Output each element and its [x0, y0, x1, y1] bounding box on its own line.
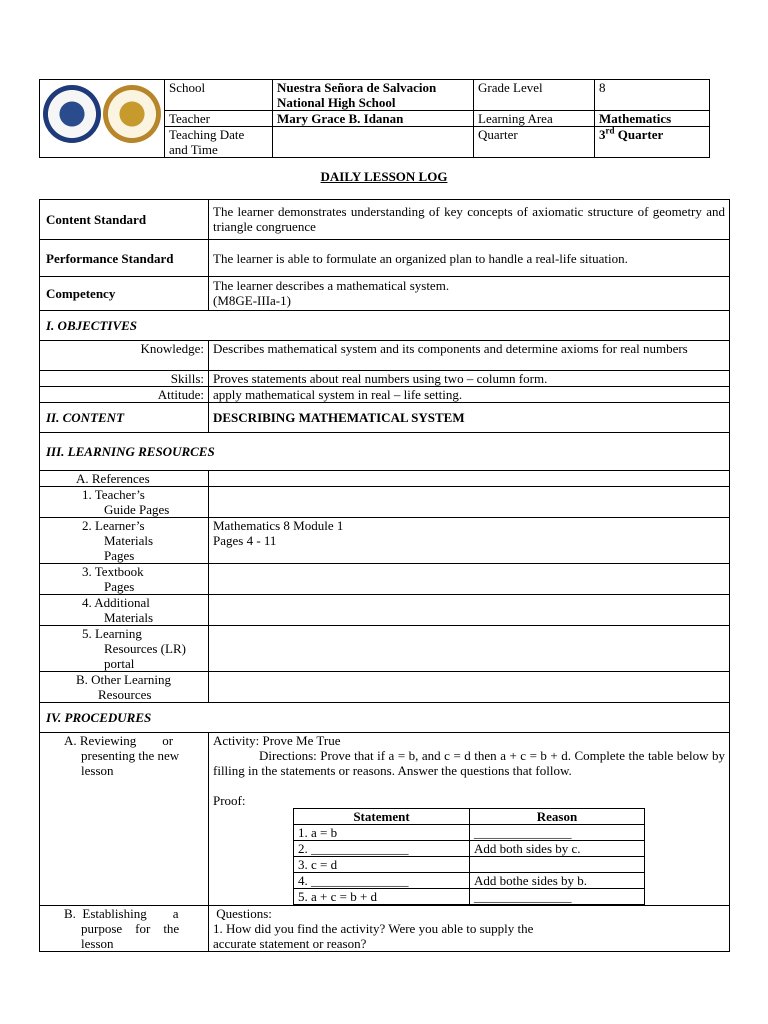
other-resources-label: B. Other Learning Resources [40, 672, 209, 703]
grade-label: Grade Level [474, 80, 595, 111]
proof-reason: Add bothe sides by b. [470, 873, 645, 889]
teacher-label: Teacher [165, 111, 273, 127]
lr-portal-label: 5. Learning Resources (LR) portal [40, 626, 209, 672]
header-table [39, 79, 710, 158]
content-heading: II. CONTENT [40, 403, 209, 433]
proof-statement: 2. _______________ [294, 841, 470, 857]
date-value [273, 127, 474, 158]
performance-standard-label: Performance Standard [40, 240, 209, 277]
date-label: Teaching Date and Time [165, 127, 273, 158]
grade-value: 8 [595, 80, 710, 111]
learners-materials-label: 2. Learner’s Materials Pages [40, 518, 209, 564]
teachers-guide-value [209, 487, 730, 518]
deped-seal-icon [43, 85, 101, 143]
proof-header-reason: Reason [470, 809, 645, 825]
lesson-log-table [39, 199, 730, 952]
school-label: School [165, 80, 273, 111]
learners-materials-value: Mathematics 8 Module 1 Pages 4 - 11 [209, 518, 730, 564]
proof-statement: 4. _______________ [294, 873, 470, 889]
content-standard-value: The learner demonstrates understanding of key concepts of axiomatic structure of geometry and triangle congruence [209, 200, 730, 240]
additional-materials-value [209, 595, 730, 626]
table-row [294, 857, 645, 873]
attitude-label: Attitude: [40, 387, 209, 403]
competency-value: The learner describes a mathematical system. (M8GE-IIIa-1) [209, 277, 730, 311]
references-value [209, 471, 730, 487]
teachers-guide-label: 1. Teacher’s Guide Pages [40, 487, 209, 518]
proof-reason: Add both sides by c. [470, 841, 645, 857]
knowledge-label: Knowledge: [40, 341, 209, 371]
resources-heading: III. LEARNING RESOURCES [40, 433, 730, 471]
reviewing-value: Activity: Prove Me True Directions: Prove that if a = b, and c = d then a + c = b + d. Complete the table below by filling in the statements or reasons. Answer the questions that follow. Proof: Statement Reason 1. a = b _______________ 2. _______________ Add both sides by c. 3. c = d 4. _______________ Add bothe sides by b. 5. a + c = b + d _______________ [209, 733, 730, 906]
content-value: DESCRIBING MATHEMATICAL SYSTEM [209, 403, 730, 433]
additional-materials-label: 4. Additional Materials [40, 595, 209, 626]
logos-cell [40, 80, 165, 158]
area-label: Learning Area [474, 111, 595, 127]
proof-reason [470, 857, 645, 873]
performance-standard-value: The learner is able to formulate an organized plan to handle a real-life situation. [209, 240, 730, 277]
proof-statement: 3. c = d [294, 857, 470, 873]
other-resources-value [209, 672, 730, 703]
reviewing-label: A. Reviewing or presenting the new lesson [40, 733, 209, 906]
establishing-purpose-label: B. Establishing a purpose for the lesson [40, 906, 209, 952]
knowledge-value: Describes mathematical system and its components and determine axioms for real numbers [209, 341, 730, 371]
proof-statement: 5. a + c = b + d [294, 889, 470, 905]
proof-reason: _______________ [470, 889, 645, 905]
school-seal-icon [103, 85, 161, 143]
content-standard-label: Content Standard [40, 200, 209, 240]
procedures-heading: IV. PROCEDURES [40, 703, 730, 733]
references-label: A. References [40, 471, 209, 487]
skills-label: Skills: [40, 371, 209, 387]
establishing-purpose-value: Questions: 1. How did you find the activity? Were you able to supply the accurate statement or reason? [209, 906, 730, 952]
quarter-value: 3rd Quarter [595, 127, 710, 158]
proof-header-statement: Statement [294, 809, 470, 825]
page-title: DAILY LESSON LOG [320, 169, 448, 184]
textbook-value [209, 564, 730, 595]
proof-statement: 1. a = b [294, 825, 470, 841]
area-value: Mathematics [595, 111, 710, 127]
objectives-heading: I. OBJECTIVES [40, 311, 730, 341]
attitude-value: apply mathematical system in real – life setting. [209, 387, 730, 403]
teacher-value: Mary Grace B. Idanan [273, 111, 474, 127]
table-row [294, 889, 645, 905]
proof-table [293, 808, 645, 905]
competency-label: Competency [40, 277, 209, 311]
table-row [294, 825, 645, 841]
textbook-label: 3. Textbook Pages [40, 564, 209, 595]
proof-reason: _______________ [470, 825, 645, 841]
school-name: Nuestra Señora de Salvacion National High School [273, 80, 474, 111]
lr-portal-value [209, 626, 730, 672]
table-row [294, 841, 645, 857]
skills-value: Proves statements about real numbers using two – column form. [209, 371, 730, 387]
table-row [294, 873, 645, 889]
quarter-label: Quarter [474, 127, 595, 158]
